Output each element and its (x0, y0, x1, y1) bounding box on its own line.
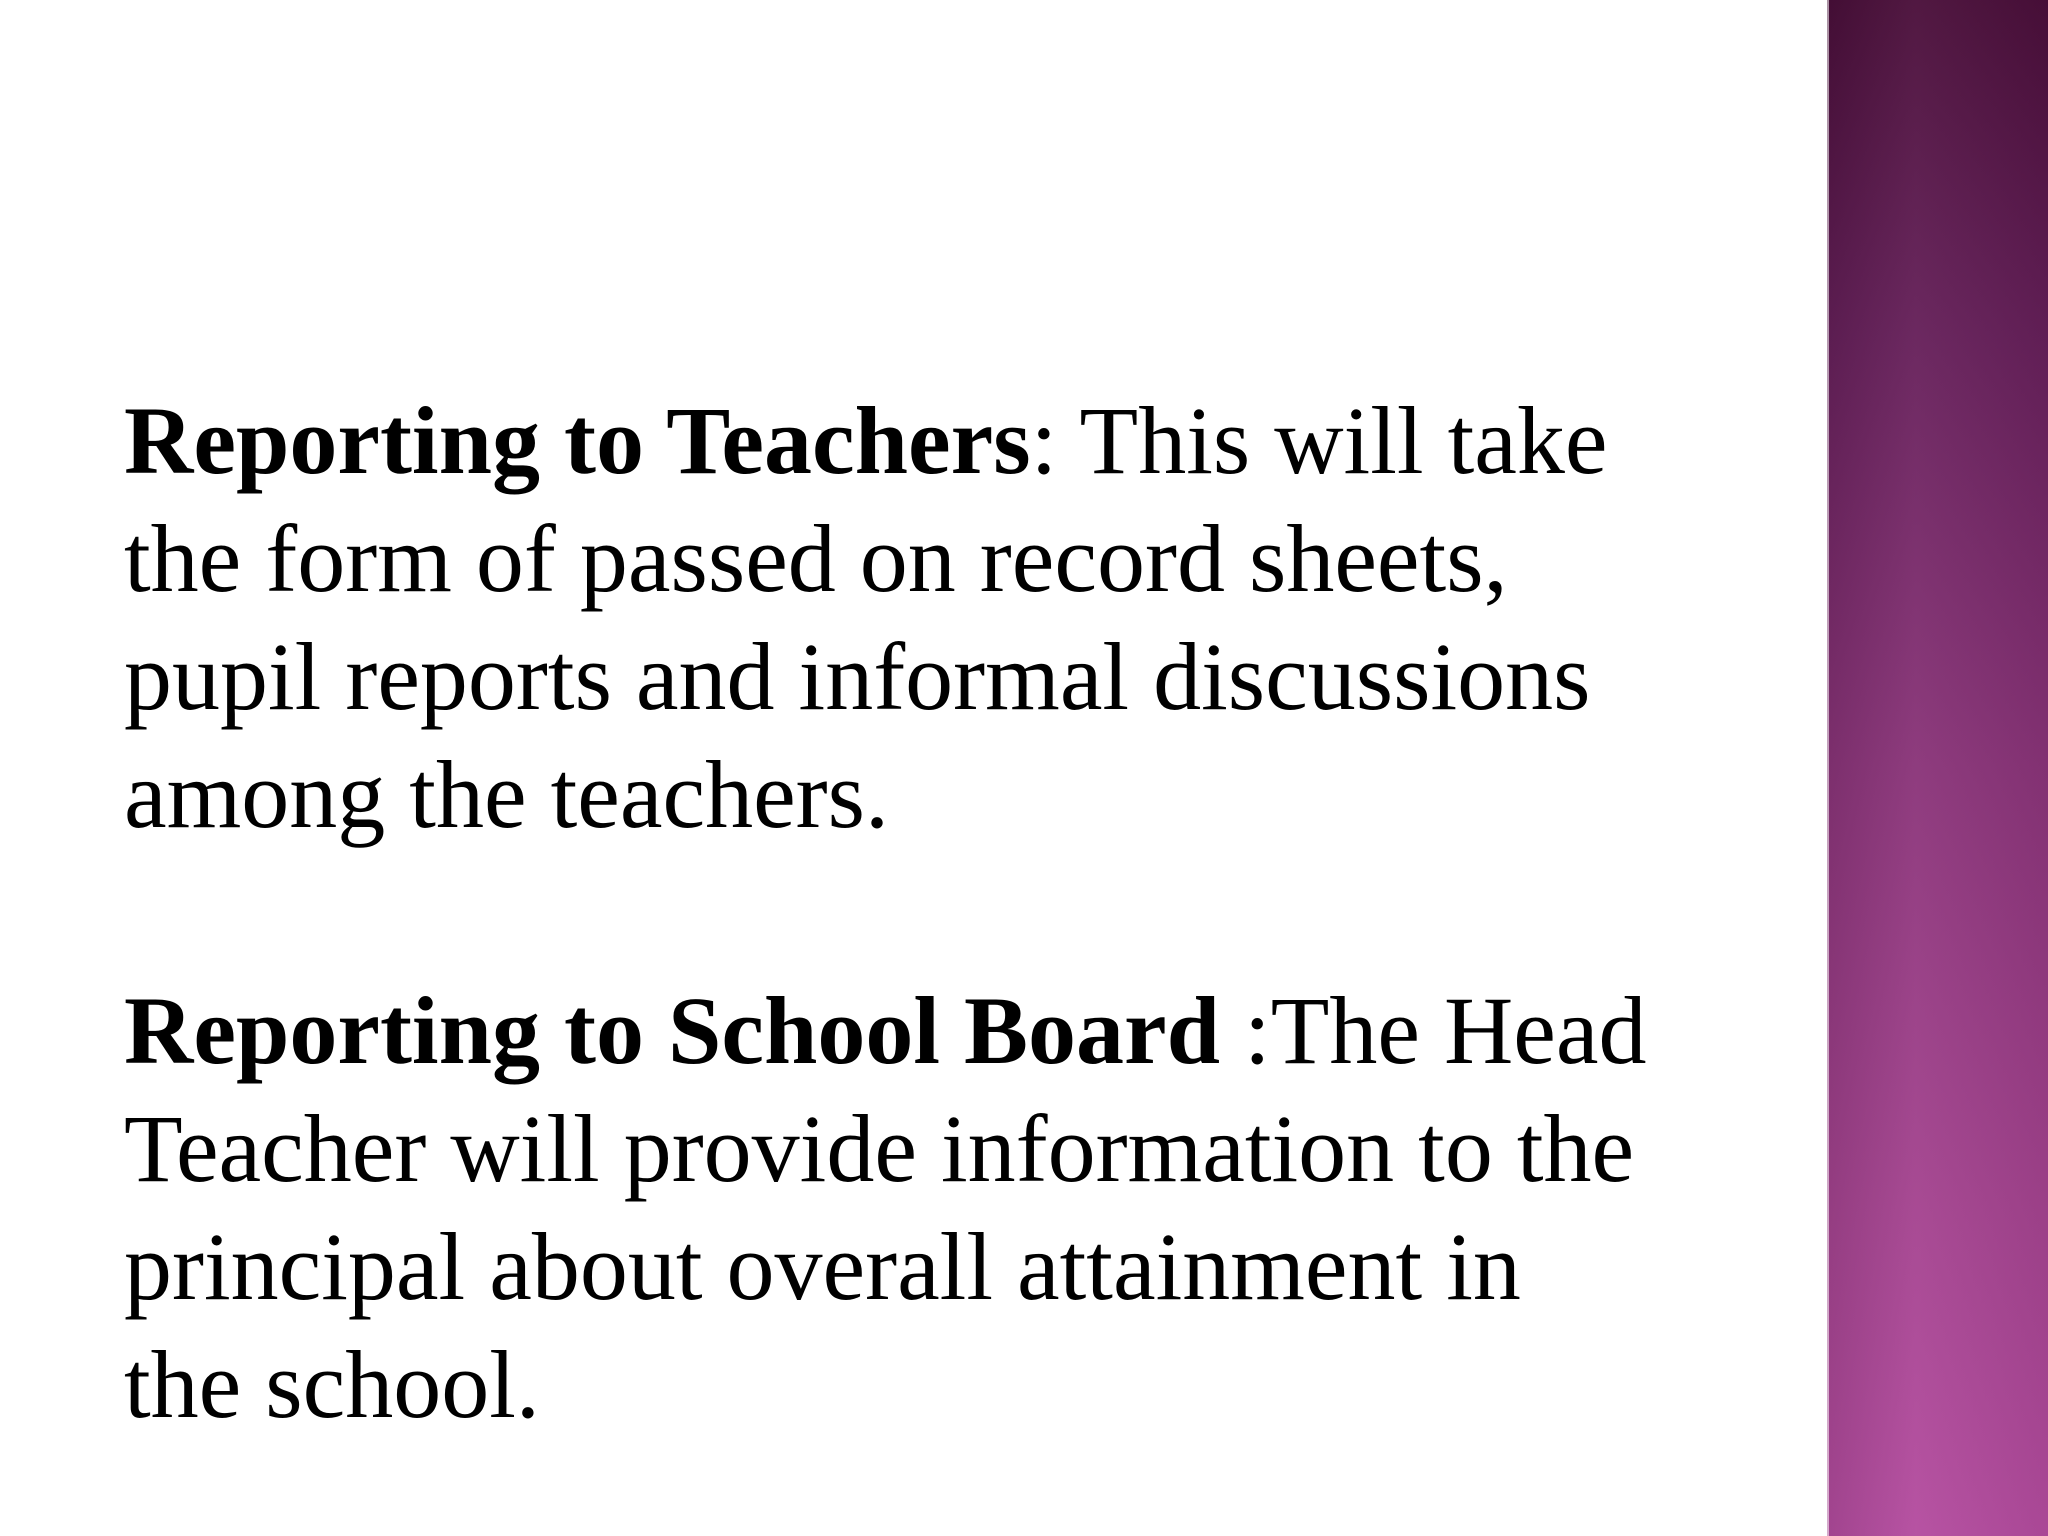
paragraph-body: : This will take the form of passed on record sheets, pupil reports and informal discussions among the teachers. (124, 387, 1608, 848)
slide-content (124, 382, 1804, 1444)
paragraph-body: :The Head Teacher will provide information to the principal about overall attainment in the school. (124, 977, 1647, 1438)
decorative-side-band (1827, 0, 2048, 1536)
paragraph-heading: Reporting to School Board (124, 977, 1221, 1084)
paragraph-reporting-to-school-board (124, 972, 1804, 1444)
paragraph-heading: Reporting to Teachers (124, 387, 1031, 494)
paragraph-reporting-to-teachers (124, 382, 1804, 854)
